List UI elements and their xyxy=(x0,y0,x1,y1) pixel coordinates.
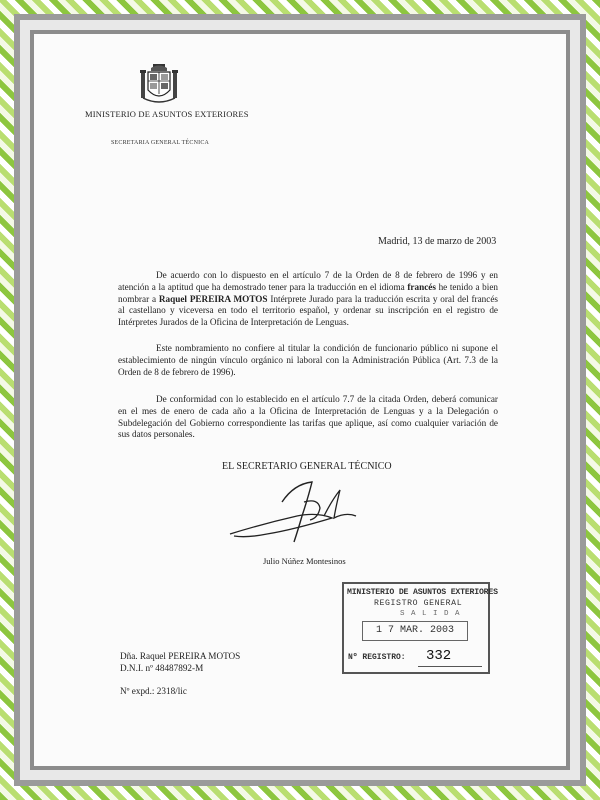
stamp-underline xyxy=(418,666,482,667)
registry-stamp xyxy=(342,582,498,674)
language-emphasis: francés xyxy=(407,281,436,292)
paragraph-text: De acuerdo con lo dispuesto en el artículo 7 de la Orden de 8 de febrero de 1996 y en atención a la aptitud que ha demostrado tener para la traducción en el idioma xyxy=(118,270,498,292)
paragraph-status xyxy=(118,343,498,378)
date-line: Madrid, 13 de marzo de 2003 xyxy=(378,236,497,247)
ministry-name: MINISTERIO DE ASUNTOS EXTERIORES xyxy=(85,109,249,119)
paragraph-obligations xyxy=(118,394,498,441)
addressee-name: Dña. Raquel PEREIRA MOTOS xyxy=(120,651,241,661)
paragraph-text: Este nombramiento no confiere al titular la condición de funcionario público ni supone el establecimiento de ningún vínculo orgánico ni laboral con la Administración Pública (Art. 7.3 de la Orden de 8 de febrero de 1996). xyxy=(118,343,498,377)
stamp-date: 1 7 MAR. 2003 xyxy=(362,621,468,641)
stamp-exit: S A L I D A xyxy=(400,610,461,618)
stamp-registry-number: 332 xyxy=(426,648,452,664)
handwritten-signature xyxy=(222,472,372,552)
stamp-ministry: MINISTERIO DE ASUNTOS EXTERIORES xyxy=(347,588,498,597)
signatory-title: EL SECRETARIO GENERAL TÉCNICO xyxy=(222,461,392,472)
paragraph-text: Intérprete Jurado para la traducción escrita y oral del francés al castellano y viceversa en todo el territorio español, y ordenar su inscripción en el registro de Intérpretes Jurados de la Oficina de Interpretación de Lenguas. xyxy=(118,293,498,328)
addressee-block xyxy=(120,650,240,674)
stamp-registry: REGISTRO GENERAL xyxy=(374,599,463,608)
file-number: Nº expd.: 2318/lic xyxy=(120,686,187,696)
stamp-registry-label: Nº REGISTRO: xyxy=(348,653,406,662)
coat-of-arms-icon xyxy=(138,62,180,108)
department-name: SECRETARIA GENERAL TÉCNICA xyxy=(111,140,210,146)
paragraph-appointment xyxy=(118,270,498,329)
appointee-name: Raquel PEREIRA MOTOS xyxy=(158,293,268,304)
paragraph-text: De conformidad con lo establecido en el artículo 7.7 de la citada Orden, deberá comunicar en el mes de enero de cada año a la Oficina de Interpretación de Lenguas y a la Delegación o Subdelegación del Gobierno correspondiente las tarifas que aplique, así como cualquier variación de sus datos personales. xyxy=(118,394,498,440)
signer-name: Julio Núñez Montesinos xyxy=(263,556,346,566)
addressee-dni: D.N.I. nº 48487892-M xyxy=(120,663,204,673)
paragraph-text: he tenido a bien nombrar a xyxy=(118,281,498,304)
